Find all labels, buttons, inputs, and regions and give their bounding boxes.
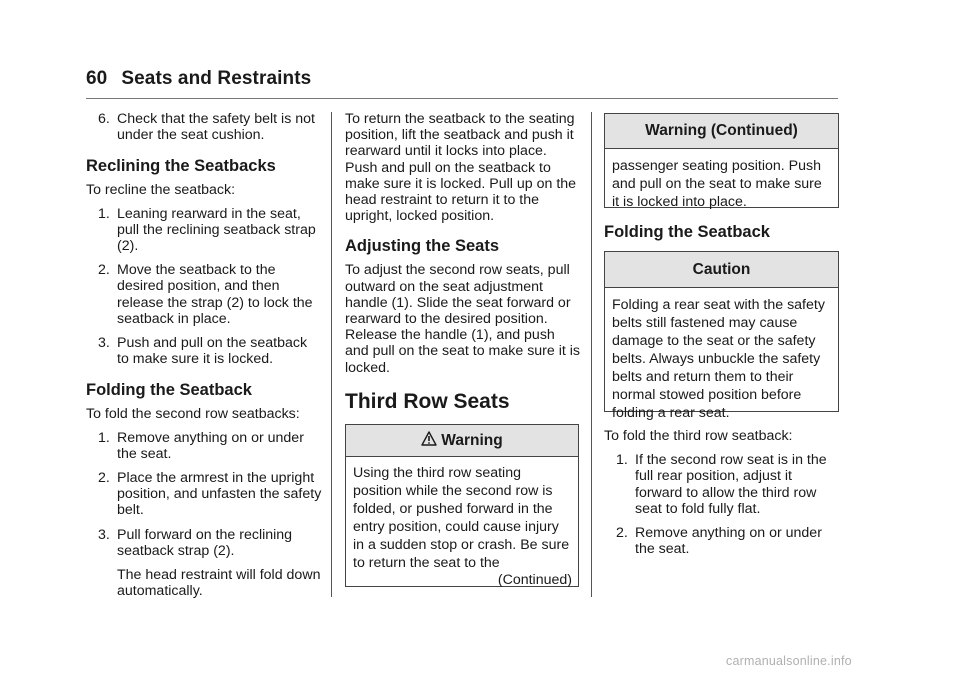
intro-text: To fold the second row seatbacks:	[86, 406, 300, 423]
section-heading: Reclining the Seatbacks	[86, 157, 276, 176]
step-text: Move the seatback to the desired position, and then release the strap (2) to lock the seatback in place.	[117, 262, 313, 327]
section-heading: Folding the Seatback	[604, 223, 770, 241]
step-number: 6.	[98, 111, 110, 127]
continued-label: (Continued)	[497, 572, 572, 588]
body-paragraph: To adjust the second row seats, pull outward on the seat adjustment handle (1). Slide the seat forward or rearward to the desired position. Release the handle (1), and push and pull on the seat to make sure it is locked.	[345, 262, 581, 376]
list-item	[86, 206, 322, 255]
section-heading: Folding the Seatback	[86, 381, 252, 400]
step-number: 2.	[98, 262, 110, 279]
page-number: 60	[86, 68, 108, 89]
body-paragraph: To return the seatback to the seating position, lift the seatback and push it rearward until it locks into place. Push and pull on the seatback to make sure it is locked. Pull up on the head restraint to return it to the upright, locked position.	[345, 111, 577, 225]
warning-body: Using the third row seating position while the second row is folded, or pushed forward in the entry position, could cause injury in a sudden stop or crash. Be sure to return the seat to the	[353, 465, 570, 571]
list-item	[86, 527, 322, 559]
page-header	[86, 68, 311, 90]
step-text: If the second row seat is in the full rear position, adjust it forward to allow the third row seat to fold fully flat.	[635, 452, 827, 517]
warning-continued-box	[604, 113, 839, 208]
step-text: Remove anything on or under the seat.	[117, 429, 304, 462]
step-text: Check that the safety belt is not under the seat cushion.	[117, 111, 315, 144]
step-text: Leaning rearward in the seat, pull the reclining seatback strap (2).	[117, 205, 316, 255]
list-item	[86, 430, 322, 462]
column-2	[345, 111, 581, 414]
list-item	[86, 111, 322, 143]
caution-header: Caution	[605, 252, 838, 288]
list-item	[604, 525, 840, 557]
warning-header	[346, 425, 578, 457]
list-item	[86, 470, 322, 519]
warning-title: Warning	[441, 432, 503, 449]
column-3-lower	[604, 428, 840, 557]
intro-text: To recline the seatback:	[86, 182, 236, 199]
step-number: 2.	[616, 525, 628, 542]
step-text: Place the armrest in the upright position, and unfasten the safety belt.	[117, 470, 322, 519]
warning-continued-header: Warning (Continued)	[605, 114, 838, 149]
header-divider	[86, 98, 838, 99]
intro-text: To fold the third row seatback:	[604, 428, 793, 444]
step-number: 1.	[616, 452, 628, 469]
list-item	[604, 452, 840, 517]
step-number: 3.	[98, 335, 110, 352]
step-number: 3.	[98, 526, 110, 543]
chapter-heading: Third Row Seats	[345, 389, 510, 413]
caution-box	[604, 251, 839, 421]
section-title: Seats and Restraints	[121, 68, 312, 89]
column-divider	[591, 112, 592, 597]
list-item	[86, 335, 322, 367]
warning-continued-body: passenger seating position. Push and pull on the seat to make sure it is locked into place.	[612, 158, 822, 210]
watermark: carmanualsonline.info	[726, 654, 852, 668]
step-number: 1.	[98, 429, 110, 446]
column-1	[86, 111, 322, 599]
step-note: The head restraint will fold down automatically.	[117, 567, 321, 600]
step-text: Push and pull on the seatback to make sure it is locked.	[117, 335, 308, 368]
step-text: Pull forward on the reclining seatback strap (2).	[117, 526, 293, 559]
step-text: Remove anything on or under the seat.	[635, 525, 822, 558]
warning-triangle-icon	[421, 426, 437, 457]
step-number: 2.	[98, 470, 110, 487]
warning-box	[345, 424, 579, 587]
section-heading: Adjusting the Seats	[345, 237, 500, 256]
step-number: 1.	[98, 205, 110, 222]
caution-body: Folding a rear seat with the safety belts still fastened may cause damage to the seat or the safety belts. Always unbuckle the safety belts and return them to their normal stowed position before folding a rear seat.	[612, 297, 825, 421]
column-divider	[331, 112, 332, 597]
list-item	[86, 262, 322, 327]
